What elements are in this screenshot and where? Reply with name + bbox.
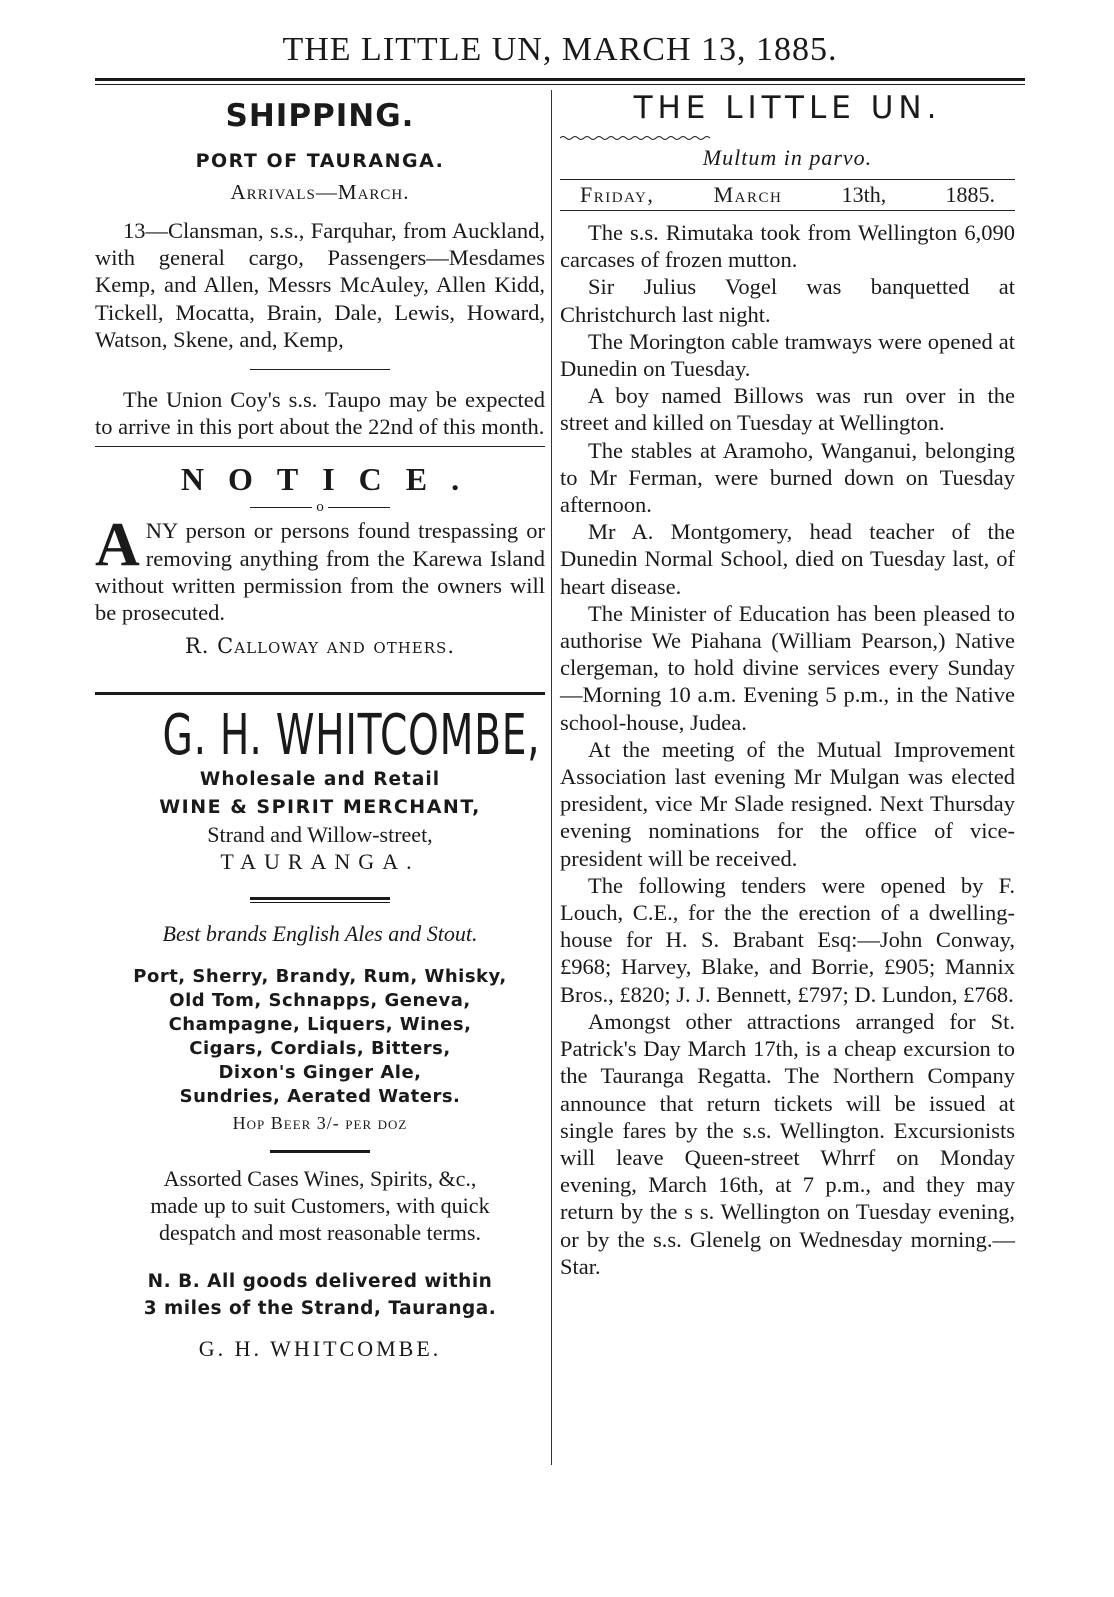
date-day: Friday,	[580, 182, 655, 207]
taupo-notice: The Union Coy's s.s. Taupo may be expected to arrive in this port about the 22nd of this month.	[95, 387, 545, 440]
assorted-line: despatch and most reasonable terms.	[159, 1220, 481, 1246]
notice-divider	[95, 500, 545, 515]
assorted-line: made up to suit Customers, with quick	[150, 1193, 490, 1219]
advert-double-rule	[250, 897, 390, 903]
news-paragraph: The following tenders were opened by F. Louch, C.E., for the the erection of a dwelling-house for H. S. Brabant Esq:—John Conway, £968; Harvey, Blake, and Borrie, £905; Mannix Bros., £820; J. J. Bennett, £797; D. Lundon, £768.	[560, 872, 1015, 1007]
dateline	[560, 180, 1015, 210]
masthead-rule	[95, 78, 1025, 81]
port-heading: PORT OF TAURANGA.	[195, 150, 445, 172]
advert-signature: G. H. WHITCOMBE.	[198, 1336, 442, 1362]
news-paragraph: Sir Julius Vogel was banquetted at Christchurch last night.	[560, 274, 1015, 327]
news-paragraph: Mr A. Montgomery, head teacher of the Dunedin Normal School, died on Tuesday last, of heart disease.	[560, 519, 1015, 599]
advert-assorted	[95, 1165, 545, 1246]
advert-brands: Best brands English Ales and Stout.	[162, 921, 478, 947]
notice-heading: NOTICE.	[180, 461, 484, 498]
right-column	[560, 90, 1015, 1280]
product-line: Dixon's Ginger Ale,	[218, 1062, 422, 1084]
news-paragraph: The Morington cable tramways were opened at Dunedin on Tuesday.	[560, 328, 1015, 382]
shipping-heading: SHIPPING.	[225, 98, 415, 134]
title-flourish	[560, 135, 710, 141]
advert-wholesale: Wholesale and Retail	[199, 769, 441, 791]
editorial-motto: Multum in parvo.	[702, 145, 873, 170]
editorial-title: THE LITTLE UN.	[633, 90, 942, 126]
masthead-rule-thin	[95, 84, 1025, 85]
advert-town: TAURANGA.	[220, 849, 420, 875]
news-paragraph: The Minister of Education has been pleased to authorise We Piahana (William Pearson,) Native clergeman, to hold divine services every Sunday—Morning 10 a.m. Evening 5 p.m., in the Native school-house, Judea.	[560, 600, 1015, 735]
date-month: March	[713, 182, 783, 207]
advert-rule	[95, 692, 545, 695]
arrivals-heading: Arrivals—March.	[230, 180, 410, 204]
nb-line: 3 miles of the Strand, Tauranga.	[143, 1298, 497, 1320]
section-rule	[95, 446, 545, 447]
news-paragraph: At the meeting of the Mutual Improvement Association last evening Mr Mulgan was elected president, vice Mr Slade resigned. Next Thursday evening nominations for the office of vice-president will be received.	[560, 736, 1015, 871]
notice-body	[95, 511, 545, 626]
divider-letter: o	[316, 500, 324, 516]
advert-address: Strand and Willow-street,	[207, 822, 433, 848]
product-line: Sundries, Aerated Waters.	[179, 1086, 461, 1108]
product-line: Champagne, Liquers, Wines,	[168, 1014, 472, 1036]
hop-beer-price: Hop Beer 3/- per doz	[232, 1113, 408, 1134]
advert-double-rule	[270, 1150, 370, 1153]
news-paragraph: A boy named Billows was run over in the street and killed on Tuesday at Wellington.	[560, 383, 1015, 436]
assorted-line: Assorted Cases Wines, Spirits, &c.,	[163, 1166, 477, 1192]
advert-products	[95, 965, 545, 1109]
advert-merchant: WINE & SPIRIT MERCHANT,	[159, 796, 481, 819]
nb-line: N. B. All goods delivered within	[147, 1271, 493, 1293]
advert-nb	[95, 1268, 545, 1322]
news-paragraph: The stables at Aramoho, Wanganui, belonging to Mr Ferman, were burned down on Tuesday afternoon.	[560, 437, 1015, 518]
date-year: 1885.	[945, 182, 995, 207]
date-day-number: 13th,	[841, 182, 887, 207]
advert-name: G. H. WHITCOMBE,	[162, 703, 541, 769]
masthead-title: THE LITTLE UN, MARCH 13, 1885.	[282, 31, 838, 68]
dateline-rule-bottom	[560, 210, 1015, 211]
section-rule	[250, 369, 390, 370]
news-paragraph: The s.s. Rimutaka took from Wellington 6,090 carcases of frozen mutton.	[560, 220, 1015, 273]
product-line: Cigars, Cordials, Bitters,	[189, 1038, 451, 1060]
product-line: Old Tom, Schnapps, Geneva,	[169, 990, 471, 1012]
column-divider	[551, 90, 552, 1465]
notice-dropcap: A	[95, 511, 140, 580]
left-column	[95, 90, 545, 1362]
arrival-entry: 13—Clansman, s.s., Farquhar, from Auckland, with general cargo, Passengers—Mesdames Kemp, and Allen, Messrs McAuley, Allen Kidd, Tickell, Mocatta, Brain, Dale, Lewis, Howard, Watson, Skene, and, Kemp,	[95, 218, 545, 352]
news-paragraph: Amongst other attractions arranged for St. Patrick's Day March 17th, is a cheap excursion to the Tauranga Regatta. The Northern Company announce that return tickets will be issued at single fares by the s.s. Wellington. Excursionists will leave Queen-street Whrrf on Monday evening, March 16th, at 7 p.m., and they may return by the s s. Wellington on Tuesday evening, or by the s.s. Glenelg on Wednesday morning.—Star.	[560, 1008, 1015, 1279]
notice-text: NY person or persons found trespassing or removing anything from the Karewa Island without written permission from the owners will be prosecuted.	[95, 518, 545, 626]
product-line: Port, Sherry, Brandy, Rum, Whisky,	[133, 966, 507, 988]
notice-signature: R. Calloway and others.	[185, 634, 455, 659]
